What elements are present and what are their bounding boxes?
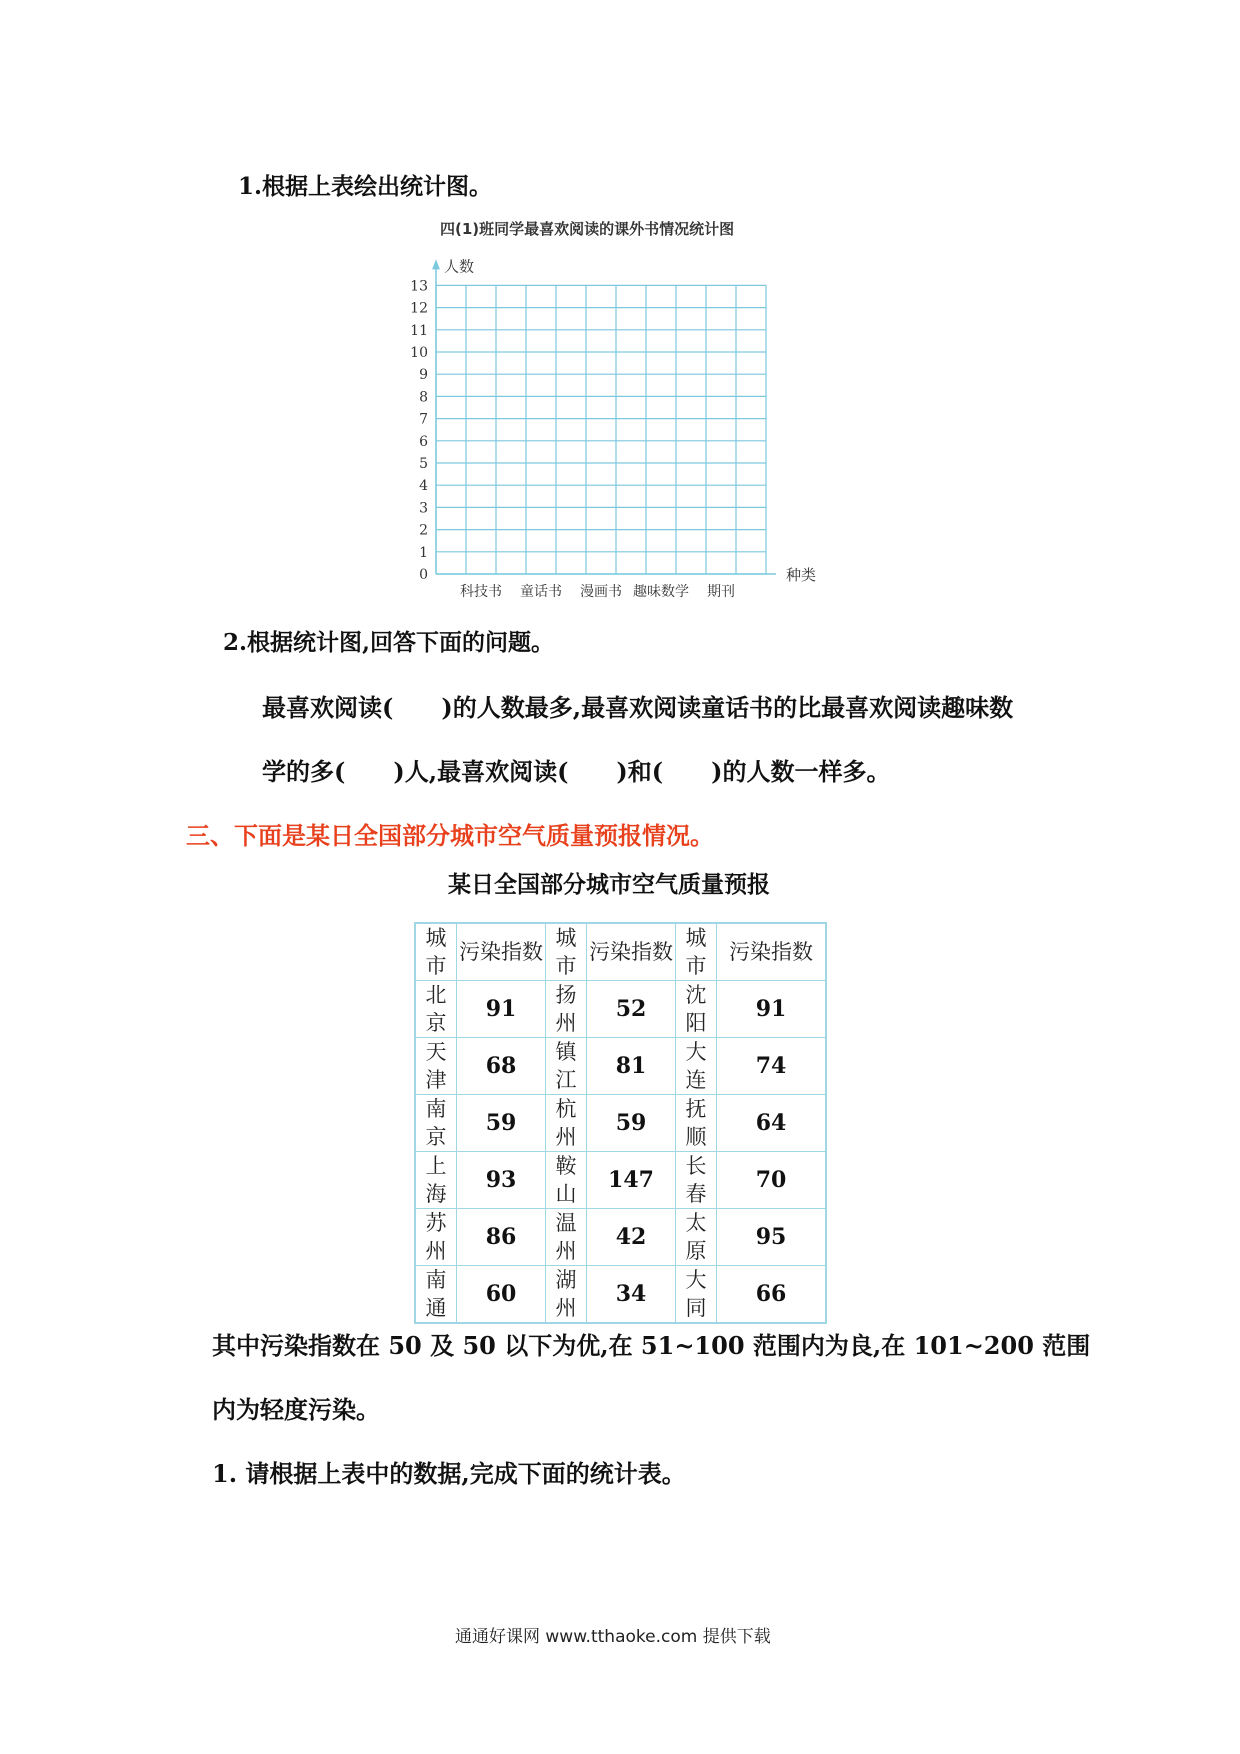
y-tick-label: 9 xyxy=(419,367,428,384)
pollution-index-cell: 91 xyxy=(717,981,827,1038)
air-quality-table xyxy=(414,922,827,1324)
header-index-3: 污染指数 xyxy=(717,923,827,981)
table-header-row xyxy=(415,923,826,981)
city-name-cell: 长春 xyxy=(676,1152,717,1209)
pollution-index-cell: 42 xyxy=(587,1209,676,1266)
city-name-cell: 大同 xyxy=(676,1266,717,1324)
y-tick-label: 10 xyxy=(410,345,428,361)
header-city-1: 城市 xyxy=(415,923,457,981)
y-tick-label: 7 xyxy=(419,411,428,428)
header-index-2: 污染指数 xyxy=(587,923,676,981)
pollution-index-cell: 52 xyxy=(587,981,676,1038)
y-tick-label: 0 xyxy=(419,567,428,583)
chart-title: 四(1)班同学最喜欢阅读的课外书情况统计图 xyxy=(440,220,735,238)
city-name-cell: 大连 xyxy=(676,1038,717,1095)
bar-chart-grid xyxy=(400,240,840,610)
pollution-index-cell: 93 xyxy=(457,1152,546,1209)
city-name-cell: 鞍山 xyxy=(546,1152,587,1209)
city-name-cell: 扬州 xyxy=(546,981,587,1038)
pollution-index-cell: 147 xyxy=(587,1152,676,1209)
x-axis-label: 种类 xyxy=(786,566,817,584)
table-row xyxy=(415,1152,826,1209)
table-row xyxy=(415,1209,826,1266)
city-name-cell: 太原 xyxy=(676,1209,717,1266)
city-name-cell: 上海 xyxy=(415,1152,457,1209)
table-row xyxy=(415,1038,826,1095)
pollution-index-cell: 59 xyxy=(457,1095,546,1152)
y-tick-label: 12 xyxy=(410,300,428,317)
y-tick-label: 11 xyxy=(410,322,428,339)
y-tick-label: 13 xyxy=(410,278,428,295)
pollution-index-cell: 64 xyxy=(717,1095,827,1152)
pollution-index-cell: 91 xyxy=(457,981,546,1038)
pollution-index-cell: 81 xyxy=(587,1038,676,1095)
header-city-3: 城市 xyxy=(676,923,717,981)
table-row xyxy=(415,1266,826,1324)
y-axis-arrow xyxy=(432,259,440,269)
city-name-cell: 镇江 xyxy=(546,1038,587,1095)
y-tick-label: 6 xyxy=(419,433,428,450)
city-name-cell: 北京 xyxy=(415,981,457,1038)
note-line-2: 内为轻度污染。 xyxy=(212,1395,380,1424)
y-tick-label: 2 xyxy=(419,522,428,539)
city-name-cell: 温州 xyxy=(546,1209,587,1266)
pollution-index-cell: 34 xyxy=(587,1266,676,1324)
pollution-index-cell: 86 xyxy=(457,1209,546,1266)
question-2-heading: 2.根据统计图,回答下面的问题。 xyxy=(223,629,555,656)
city-name-cell: 苏州 xyxy=(415,1209,457,1266)
question-2-line-1: 最喜欢阅读( )的人数最多,最喜欢阅读童话书的比最喜欢阅读趣味数 xyxy=(262,693,1014,722)
question-2-line-2: 学的多( )人,最喜欢阅读( )和( )的人数一样多。 xyxy=(262,757,891,786)
x-category-label: 漫画书 xyxy=(580,584,622,600)
pollution-index-cell: 59 xyxy=(587,1095,676,1152)
city-name-cell: 湖州 xyxy=(546,1266,587,1324)
header-index-1: 污染指数 xyxy=(457,923,546,981)
city-name-cell: 杭州 xyxy=(546,1095,587,1152)
city-name-cell: 沈阳 xyxy=(676,981,717,1038)
y-tick-label: 8 xyxy=(419,389,428,406)
city-name-cell: 天津 xyxy=(415,1038,457,1095)
city-name-cell: 南通 xyxy=(415,1266,457,1324)
pollution-index-cell: 74 xyxy=(717,1038,827,1095)
x-category-label: 科技书 xyxy=(460,584,502,600)
y-tick-label: 3 xyxy=(419,500,428,517)
question-1-heading: 1.根据上表绘出统计图。 xyxy=(238,173,493,200)
header-city-2: 城市 xyxy=(546,923,587,981)
y-axis-label: 人数 xyxy=(444,257,475,276)
table-row xyxy=(415,1095,826,1152)
city-name-cell: 南京 xyxy=(415,1095,457,1152)
pollution-index-cell: 70 xyxy=(717,1152,827,1209)
pollution-index-cell: 66 xyxy=(717,1266,827,1324)
x-category-label: 童话书 xyxy=(520,584,562,600)
pollution-index-cell: 60 xyxy=(457,1266,546,1324)
table-row xyxy=(415,981,826,1038)
pollution-index-cell: 68 xyxy=(457,1038,546,1095)
y-tick-label: 1 xyxy=(419,544,428,561)
x-category-label: 趣味数学 xyxy=(633,584,689,600)
air-quality-table-title: 某日全国部分城市空气质量预报 xyxy=(448,871,770,898)
section-3-question-1: 1. 请根据上表中的数据,完成下面的统计表。 xyxy=(212,1459,686,1488)
pollution-index-cell: 95 xyxy=(717,1209,827,1266)
page-footer: 通通好课网 www.tthaoke.com 提供下载 xyxy=(455,1627,771,1647)
y-tick-label: 5 xyxy=(419,456,428,472)
y-tick-label: 4 xyxy=(419,478,428,495)
note-line-1: 其中污染指数在 50 及 50 以下为优,在 51~100 范围内为良,在 101~200 范围 xyxy=(212,1331,1091,1360)
section-3-heading: 三、下面是某日全国部分城市空气质量预报情况。 xyxy=(186,821,714,850)
x-category-label: 期刊 xyxy=(707,584,735,600)
city-name-cell: 抚顺 xyxy=(676,1095,717,1152)
